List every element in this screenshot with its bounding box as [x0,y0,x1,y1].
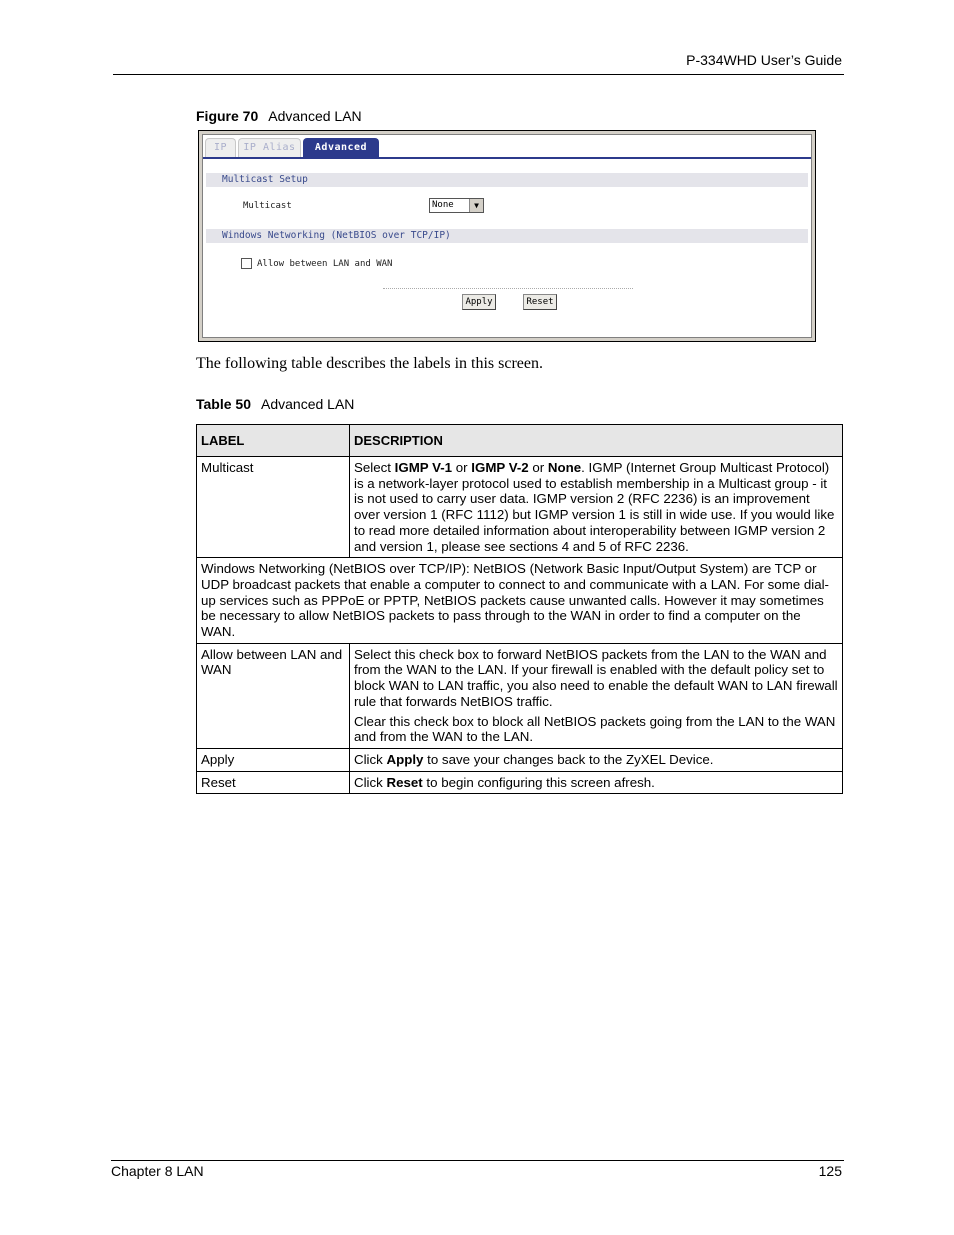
row-label-allow: Allow between LAN and WAN [197,643,350,748]
text-run: . IGMP (Internet Group Multicast Protocol) is a network-layer protocol used to establish membership in a Multicast group - it is not used to carry user data. IGMP version 2 (RFC 2236) is an improvement over version 1 (RFC 1112) but IGMP version 1 is still in wide use. If you would like to read more detailed information about interoperability between IGMP version 2 and version 1, please see sections 4 and 5 of RFC 2236. [354,460,835,554]
text-run: Click [354,774,387,790]
allow-between-lan-wan-checkbox[interactable] [241,258,252,269]
figure-label: Figure 70 [196,108,259,124]
tab-ip[interactable]: IP [205,138,236,157]
table-row [197,457,843,558]
table-header-row [197,425,843,457]
advanced-lan-screenshot [198,130,816,342]
text-run: Select [354,460,395,475]
bold-term: IGMP V-2 [471,460,529,475]
text-run: Click [354,751,387,767]
tab-ip-alias[interactable]: IP Alias [238,138,301,157]
description-paragraph: Clear this check box to block all NetBIOS packets going from the LAN to the WAN and from the WAN to the LAN. [354,713,836,745]
row-windows-networking: Windows Networking (NetBIOS over TCP/IP): NetBIOS (Network Basic Input/Output System) are TCP or UDP broadcast packets that enable a computer to connect to and communicate with a LAN. For some dial-up services such as PPPoE or PPTP, NetBIOS packets cause unwanted calls. However it may sometimes be necessary to allow NetBIOS packets to pass through to the WAN in order to find a computer on the WAN. [197,558,843,644]
tab-advanced[interactable]: Advanced [303,138,379,157]
table-row [197,643,843,748]
bold-term: None [547,460,582,475]
bold-term: Apply [386,751,424,767]
row-description-apply [350,748,843,771]
intro-text: The following table describes the labels in this screen. [196,355,544,372]
text-run: or [528,460,548,475]
page-header [113,50,844,75]
screenshot-panel [202,134,812,338]
text-run: to save your changes back to the ZyXEL Device. [423,751,714,767]
guide-title: P-334WHD User’s Guide [686,52,842,68]
row-label-reset: Reset [197,771,350,794]
row-label-apply: Apply [197,748,350,771]
table-caption [196,396,354,412]
page-number: 125 [818,1163,842,1179]
windows-networking-header: Windows Networking (NetBIOS over TCP/IP) [206,229,808,243]
row-description-reset [350,771,843,794]
table-row [197,771,843,794]
allow-between-lan-wan-label: Allow between LAN and WAN [257,259,393,269]
description-paragraph: Select this check box to forward NetBIOS packets from the LAN to the WAN and from the WAN to the LAN. If your firewall is enabled with the default policy set to block WAN to LAN traffic, you also need to enable the default WAN to LAN firewall rule that forwards NetBIOS traffic. [354,646,838,709]
dropdown-arrow-icon[interactable]: ▼ [469,199,483,212]
page-footer [111,1160,844,1179]
multicast-label: Multicast [243,201,292,211]
bold-term: IGMP V-1 [394,460,453,475]
table-label: Table 50 [196,396,251,412]
figure-title: Advanced LAN [268,108,362,124]
chapter-title: Chapter 8 LAN [111,1163,204,1179]
row-label-multicast: Multicast [197,457,350,558]
reset-button[interactable]: Reset [523,294,557,310]
text-run: to begin configuring this screen afresh. [422,774,655,790]
advanced-lan-table [196,424,843,794]
multicast-selected-value: None [432,200,454,210]
description-column-header: DESCRIPTION [350,425,843,457]
divider [383,288,633,289]
apply-button[interactable]: Apply [462,294,496,310]
tab-bar [203,135,811,159]
text-run: or [452,460,472,475]
bold-term: Reset [386,774,423,790]
row-description-multicast [350,457,843,558]
label-column-header: LABEL [197,425,350,457]
multicast-setup-header: Multicast Setup [206,173,808,187]
figure-caption [196,108,362,124]
row-description-allow [350,643,843,748]
table-row [197,748,843,771]
multicast-select[interactable] [429,198,484,213]
table-row [197,558,843,644]
table-title: Advanced LAN [261,396,355,412]
